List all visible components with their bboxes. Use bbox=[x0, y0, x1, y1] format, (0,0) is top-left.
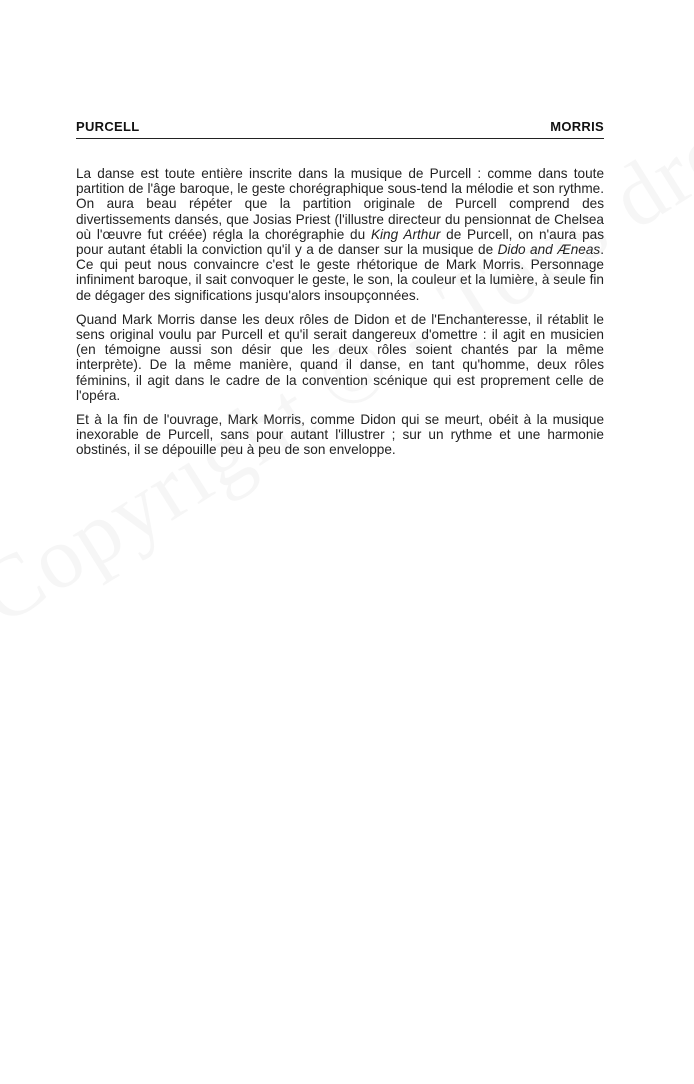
paragraph-2: Quand Mark Morris danse les deux rôles de Didon et de l'Enchanteresse, il rétablit le sens original voulu par Purcell et qu'il serait dangereux d'omettre : il agit en musicien (en témoigne aussi son désir que les deux rôles soient chantés par la même interprète). De la même manière, quand il danse, en tant qu'homme, deux rôles féminins, il agit dans le cadre de la convention scénique qui est proprement celle de l'opéra. bbox=[76, 311, 604, 403]
title-king-arthur: King Arthur bbox=[370, 226, 441, 242]
paragraph-3: Et à la fin de l'ouvrage, Mark Morris, comme Didon qui se meurt, obéit à la musique inexorable de Purcell, sans pour autant l'illustrer ; sur un rythme et une harmonie obstinés, il se dépouille peu à peu de son enveloppe. bbox=[76, 412, 604, 458]
paragraph-1-text-c: de Purcell, on n'aura pas pour autant établi la conviction qu'il y a de danser sur la musique de bbox=[76, 226, 605, 258]
title-dido-and-aeneas: Dido and Æneas bbox=[497, 242, 601, 258]
body-text bbox=[76, 166, 604, 467]
header-right-title: MORRIS bbox=[550, 119, 604, 134]
paragraph-1-text-e: . Ce qui peut nous convaincre c'est le geste rhétorique de Mark Morris. Personnage infiniment baroque, il sait convoquer le geste, le son, la couleur et la lumière, à seule fin de dégager des significations jusqu'alors insoupçonnées. bbox=[76, 242, 605, 303]
paragraph-1 bbox=[76, 166, 604, 303]
running-header bbox=[76, 118, 604, 139]
paragraph-1-text-a: La danse est toute entière inscrite dans la musique de Purcell : comme dans toute partition de l'âge baroque, le geste chorégraphique sous-tend la mélodie et son rythme. On aura beau répéter que la partition originale de Purcell comprend des divertissements dansés, que Josias Priest (l'illustre directeur du pensionnat de Chelsea où l'œuvre fut créée) régla la chorégraphie du bbox=[76, 166, 604, 242]
header-left-title: PURCELL bbox=[76, 119, 140, 134]
